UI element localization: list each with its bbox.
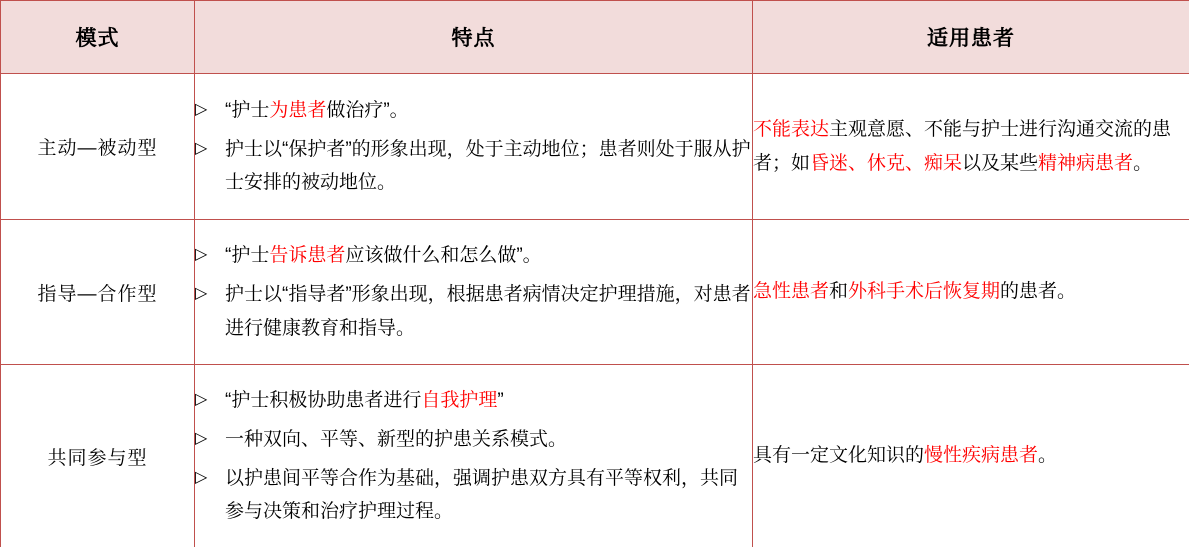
text-run: 的患者。: [1000, 281, 1077, 303]
triangle-bullet-icon: ▷: [195, 390, 208, 408]
table-header: [1, 1, 1189, 74]
column-header-features: 特点: [195, 1, 753, 74]
text-run-highlight: 告诉患者: [269, 245, 346, 267]
text-run: 做治疗”。: [326, 99, 409, 121]
list-item-text: 一种双向、平等、新型的护患关系模式。: [225, 428, 568, 450]
text-run: “护士积极协助患者进行: [225, 389, 422, 411]
triangle-bullet-icon: ▷: [195, 285, 208, 303]
text-run: 以及某些: [962, 152, 1039, 174]
cell-mode: 共同参与型: [1, 365, 195, 547]
triangle-bullet-icon: ▷: [195, 246, 208, 264]
text-run-highlight: 慢性疾病患者: [924, 445, 1039, 467]
table-body: [1, 74, 1189, 547]
text-run: “护士: [225, 245, 270, 267]
triangle-bullet-icon: ▷: [195, 139, 208, 157]
text-run-highlight: 昏迷、休克、痴呆: [810, 152, 963, 174]
feature-list: [195, 384, 752, 529]
text-run: 应该做什么和怎么做”。: [345, 245, 542, 267]
list-item-text: 护士以“保护者”的形象出现，处于主动地位；患者则处于服从护士安排的被动地位。: [225, 138, 751, 194]
list-item: [195, 239, 752, 272]
triangle-bullet-icon: ▷: [195, 429, 208, 447]
table-row: [1, 74, 1189, 220]
text-run: 主观意愿、不能与护士进行沟通交流的患者；如: [753, 119, 1172, 174]
cell-patients: [753, 74, 1189, 220]
list-item: [195, 462, 752, 529]
triangle-bullet-icon: ▷: [195, 469, 208, 486]
list-item: [195, 278, 752, 345]
column-header-mode: 模式: [1, 1, 195, 74]
cell-features: [195, 220, 753, 365]
text-run: 。: [1133, 152, 1153, 174]
table-row: [1, 220, 1189, 365]
feature-list: [195, 239, 752, 345]
text-run: ”: [497, 389, 504, 411]
list-item: [195, 423, 752, 456]
list-item: [195, 133, 752, 200]
list-item-text: [225, 94, 752, 127]
text-run-highlight: 精神病患者: [1038, 152, 1134, 174]
list-item-text: 护士以“指导者”形象出现，根据患者病情决定护理措施，对患者进行健康教育和指导。: [225, 284, 751, 339]
text-run: “护士: [225, 99, 270, 121]
feature-list: [195, 94, 752, 200]
list-item-text: 以护患间平等合作为基础，强调护患双方具有平等权利，共同参与决策和治疗护理过程。: [225, 468, 739, 523]
cell-mode: 主动—被动型: [1, 74, 195, 220]
text-run-highlight: 外科手术后恢复期: [848, 281, 1001, 303]
cell-patients: [753, 365, 1189, 547]
cell-features: [195, 365, 753, 547]
text-run: 。: [1038, 445, 1058, 467]
table-header-row: [1, 1, 1189, 74]
text-run-highlight: 自我护理: [421, 389, 498, 411]
cell-features: [195, 74, 753, 220]
triangle-bullet-icon: ▷: [195, 100, 208, 118]
text-run: 具有一定文化知识的: [753, 445, 925, 467]
list-item: [195, 384, 752, 417]
cell-patients: [753, 220, 1189, 365]
text-run-highlight: 为患者: [269, 99, 327, 121]
column-header-patients: 适用患者: [753, 1, 1189, 74]
cell-mode: 指导—合作型: [1, 220, 195, 365]
list-item: [195, 94, 752, 127]
list-item-text: [225, 239, 752, 272]
text-run-highlight: 不能表达: [753, 119, 830, 141]
text-run: 和: [829, 281, 849, 303]
table-row: [1, 365, 1189, 547]
list-item-text: [225, 384, 752, 417]
text-run-highlight: 急性患者: [753, 281, 830, 303]
